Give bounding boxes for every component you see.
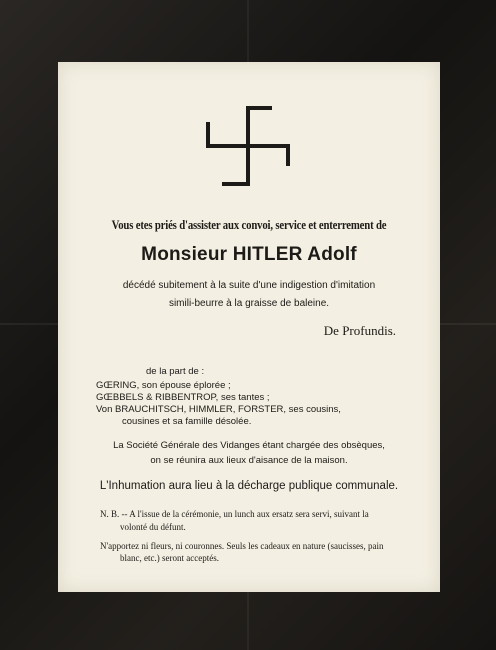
invitation-text: Vous etes priés d'assister aux convoi, service et enterrement de	[111, 218, 387, 232]
society-line-1: La Société Générale des Vidanges étant chargée des obsèques,	[113, 440, 385, 451]
family-line-4: cousines et sa famille désolée.	[122, 416, 252, 427]
from-intro: de la part de :	[146, 366, 205, 377]
nb-line-1: N. B. -- A l'issue de la cérémonie, un lunch aux ersatz sera servi, suivant la	[100, 509, 369, 519]
cause-line-2: simili-beurre à la graisse de baleine.	[168, 298, 330, 309]
cause-line-1: décédé subitement à la suite d'une indigestion d'imitation	[122, 280, 376, 291]
society-line-2: on se réunira aux lieux d'aisance de la maison.	[150, 455, 348, 466]
notice-sheet	[58, 62, 440, 592]
nb-line-2: volonté du défunt.	[120, 522, 186, 532]
nb-line-3: N'apportez ni fleurs, ni couronnes. Seuls les cadeaux en nature (saucisses, pain	[100, 541, 384, 551]
inhumation-text: L'Inhumation aura lieu à la décharge publique communale.	[99, 480, 399, 492]
family-line-3: Von BRAUCHITSCH, HIMMLER, FORSTER, ses cousins,	[96, 404, 341, 415]
de-profundis: De Profundis.	[323, 323, 396, 338]
swastika-icon	[204, 106, 292, 186]
nb-line-4: blanc, etc.) seront acceptés.	[120, 553, 219, 563]
family-line-2: GŒBBELS & RIBBENTROP, ses tantes ;	[96, 392, 270, 403]
family-line-1: GŒRING, son épouse éplorée ;	[96, 380, 231, 391]
deceased-name: Monsieur HITLER Adolf	[141, 244, 357, 265]
